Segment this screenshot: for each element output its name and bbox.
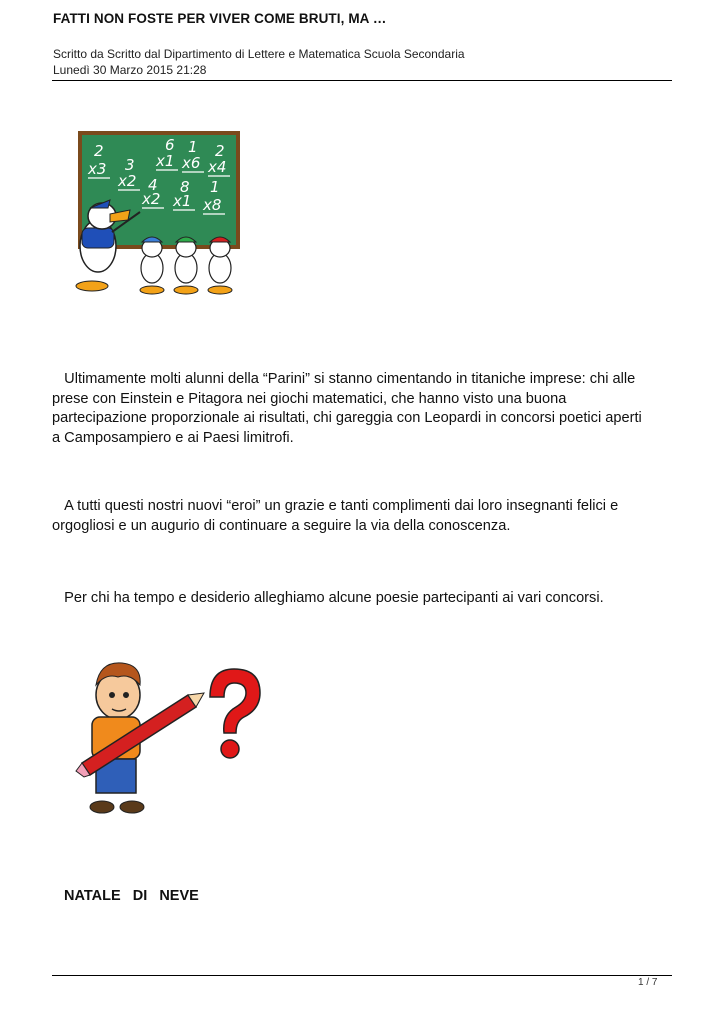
bb-r1b-1: x1: [156, 152, 175, 170]
pencil-question-illustration: [70, 655, 270, 820]
bb-r1-2: 1: [188, 138, 198, 156]
bb-r1b-3: x4: [208, 158, 227, 176]
page-number: 1 / 7: [638, 977, 658, 988]
bb-r2b-2: x1: [173, 192, 192, 210]
question-mark-icon: [210, 669, 260, 758]
paragraph-2: A tutti questi nostri nuovi “eroi” un grazie e tanti complimenti dai loro insegnanti felici e orgogliosi e un augurio di continuare a seguire la via della conoscenza.: [52, 498, 623, 534]
bb-r1-0: 2: [94, 142, 104, 160]
bb-r1-1: 6: [165, 136, 175, 154]
paragraph-1: Ultimamente molti alunni della “Parini” si stanno cimentando in titaniche imprese: chi alle prese con Einstein e Pitagora nei giochi matematici, che hanno visto una buona partecipazione proporzionale ai risultati, chi gareggia con Leopardi in concorsi poetici aperti a Camposampiero e ai Paesi limitrofi.: [52, 371, 646, 446]
paragraph-3: Per chi ha tempo e desiderio alleghiamo alcune poesie partecipanti ai vari concorsi.: [52, 590, 604, 606]
bb-r2-2: 8: [180, 178, 190, 196]
nephew-ducks-figures: [140, 237, 232, 294]
bb-r2b-3: x8: [203, 196, 222, 214]
bb-r2b-0: x2: [118, 172, 137, 190]
bb-r2-3: 1: [210, 178, 220, 196]
date-line: Lunedì 30 Marzo 2015 21:28: [53, 63, 207, 77]
author-line: Scritto da Scritto dal Dipartimento di Lettere e Matematica Scuola Secondaria: [53, 47, 465, 61]
bb-r1b-2: x6: [182, 154, 201, 172]
bb-r2-1: 4: [148, 176, 158, 194]
bb-r1b-0: x3: [88, 160, 107, 178]
bb-r2b-1: x2: [142, 190, 161, 208]
footer-rule: [52, 975, 672, 976]
page-title: FATTI NON FOSTE PER VIVER COME BRUTI, MA …: [53, 11, 387, 26]
blackboard-illustration: [70, 128, 245, 300]
poem-title: NATALE DI NEVE: [64, 888, 199, 904]
bb-r2-0: 3: [125, 156, 135, 174]
header-rule: [52, 80, 672, 81]
bb-r1-3: 2: [215, 142, 225, 160]
